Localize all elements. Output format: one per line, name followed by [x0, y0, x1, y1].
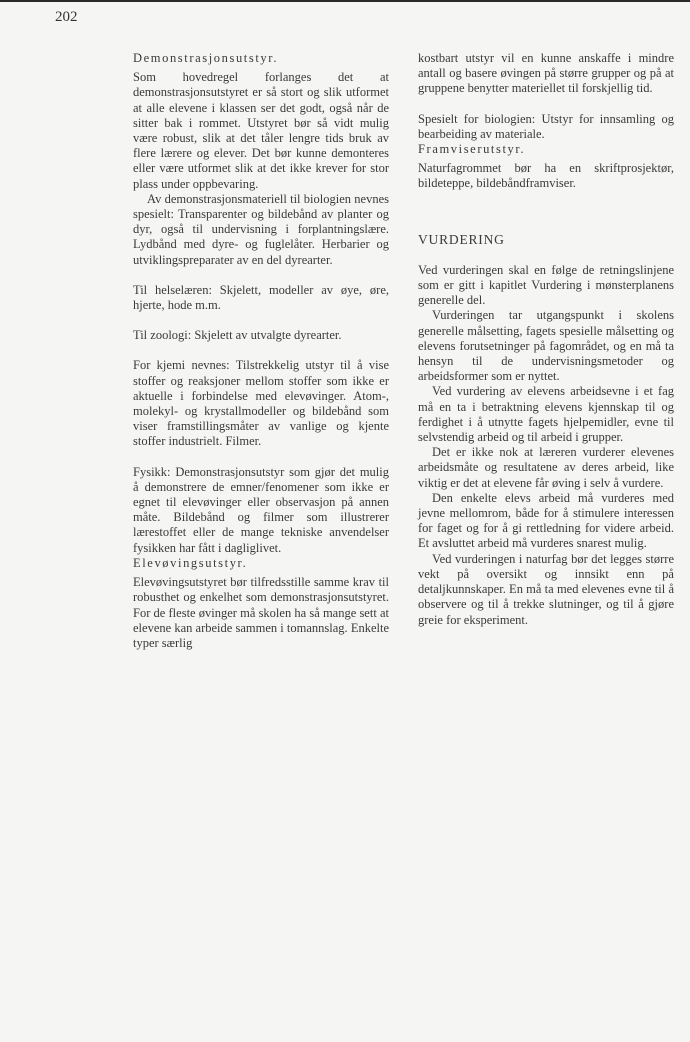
biologi-paragraph: Spesielt for biologien: Utstyr for innsamling og bearbeiding av materiale. — [418, 111, 674, 141]
vurdering-paragraph-5: Den enkelte elevs arbeid må vurderes med jevne mellomrom, både for å stimulere interessen for faget og for å gi rettledning for videre arbeid. Et avsluttet arbeid må vurderes snarest mulig. — [418, 490, 674, 551]
vurdering-heading: VURDERING — [418, 231, 505, 247]
top-rule — [0, 0, 690, 2]
demo-paragraph-2: Av demonstrasjonsmateriell til biologien nevnes spesielt: Transparenter og bildebånd av planter og dyr, også til undervisning i forplantningslære. Lydbånd med dyre- og fuglelåter. Herbarier og utviklingspreparater av en del dyrearter. — [133, 191, 389, 267]
vurdering-paragraph-3: Ved vurdering av elevens arbeidsevne i et fag må en ta i betraktning elevens kjennskap til og ferdighet i å utnytte fagets hjelpemidler, evne til selvstendig arbeid og til arbeid i grupper. — [418, 384, 674, 445]
demo-paragraph-1: Som hovedregel forlanges det at demonstrasjonsutstyret er så stort og slik utformet at alle elevene i klassen ser det godt, også når de sitter bak i rommet. Utstyret bør så vidt mulig være robust, slik at det tåler lengre tids bruk av flere lærere og elever. Det bør kunne demonteres eller være utformet slik at det ikke krever for stor plass under oppbevaring. — [133, 70, 389, 191]
elev-paragraph: Elevøvingsutstyret bør tilfredsstille samme krav til robusthet og enkelhet som demonstrasjonsutstyret. For de fleste øvinger må skolen ha så mange sett at elevene kan arbeide sammen i tomannslag. Enkelte typer særlig — [133, 575, 389, 650]
demo-heading: Demonstrasjonsutstyr. — [133, 51, 279, 65]
vurdering-paragraph-6: Ved vurderingen i naturfag bør det legges større vekt på oversikt og innsikt enn på detaljkunnskaper. En må ta med elevenes evne til å observere og til å trekke slutninger, og til å gjøre greie for eksperiment. — [418, 551, 674, 627]
zoologi-paragraph: Til zoologi: Skjelett av utvalgte dyrearter. — [133, 328, 342, 343]
vurdering-paragraph-2: Vurderingen tar utgangspunkt i skolens generelle målsetting, fagets spesielle målsetting og elevens forutsetninger på fagområdet, og en må ta hensyn til de undervisningsmetoder og arbeidsformer som er nyttet. — [418, 308, 674, 384]
framviser-heading: Framviserutstyr. — [418, 142, 526, 157]
page-number: 202 — [55, 9, 78, 25]
helselaere-paragraph: Til helselæren: Skjelett, modeller av øye, øre, hjerte, hode m.m. — [133, 282, 389, 313]
fysikk-paragraph: Fysikk: Demonstrasjonsutstyr som gjør det mulig å demonstrere de emner/fenomener som ikke er egnet til elevøvinger eller observasjon på annen måte. Bildebånd og filmer som illustrerer lærestoffet eller de mange tekniske anvendelser fysikken har fått i dagliglivet. — [133, 464, 389, 555]
framviser-paragraph: Naturfagrommet bør ha en skriftprosjektør, bildeteppe, bildebåndframviser. — [418, 161, 674, 191]
kjemi-paragraph: For kjemi nevnes: Tilstrekkelig utstyr til å vise stoffer og reaksjoner mellom stoffer som ikke er aktuelle i forbindelse med elevøvinger. Atom-, molekyl- og krystallmodeller og bildebånd som viser framstillingsmåter av vanlige og kjente stoffer industrielt. Filmer. — [133, 358, 389, 449]
elev-heading: Elevøvingsutstyr. — [133, 555, 248, 570]
vurdering-paragraph-4: Det er ikke nok at læreren vurderer elevenes arbeidsmåte og resultatene av deres arbeid, like viktig er det at elevene får øving i selv å vurdere. — [418, 445, 674, 490]
elev-continued-paragraph: kostbart utstyr vil en kunne anskaffe i mindre antall og basere øvingen på større grupper og på at gruppene benytter materiellet til forskjellig tid. — [418, 51, 674, 96]
vurdering-paragraph-1: Ved vurderingen skal en følge de retningslinjene som er gitt i kapitlet Vurdering i mønsterplanens generelle del. — [418, 262, 674, 308]
right-column — [418, 51, 674, 628]
left-column — [133, 51, 389, 651]
